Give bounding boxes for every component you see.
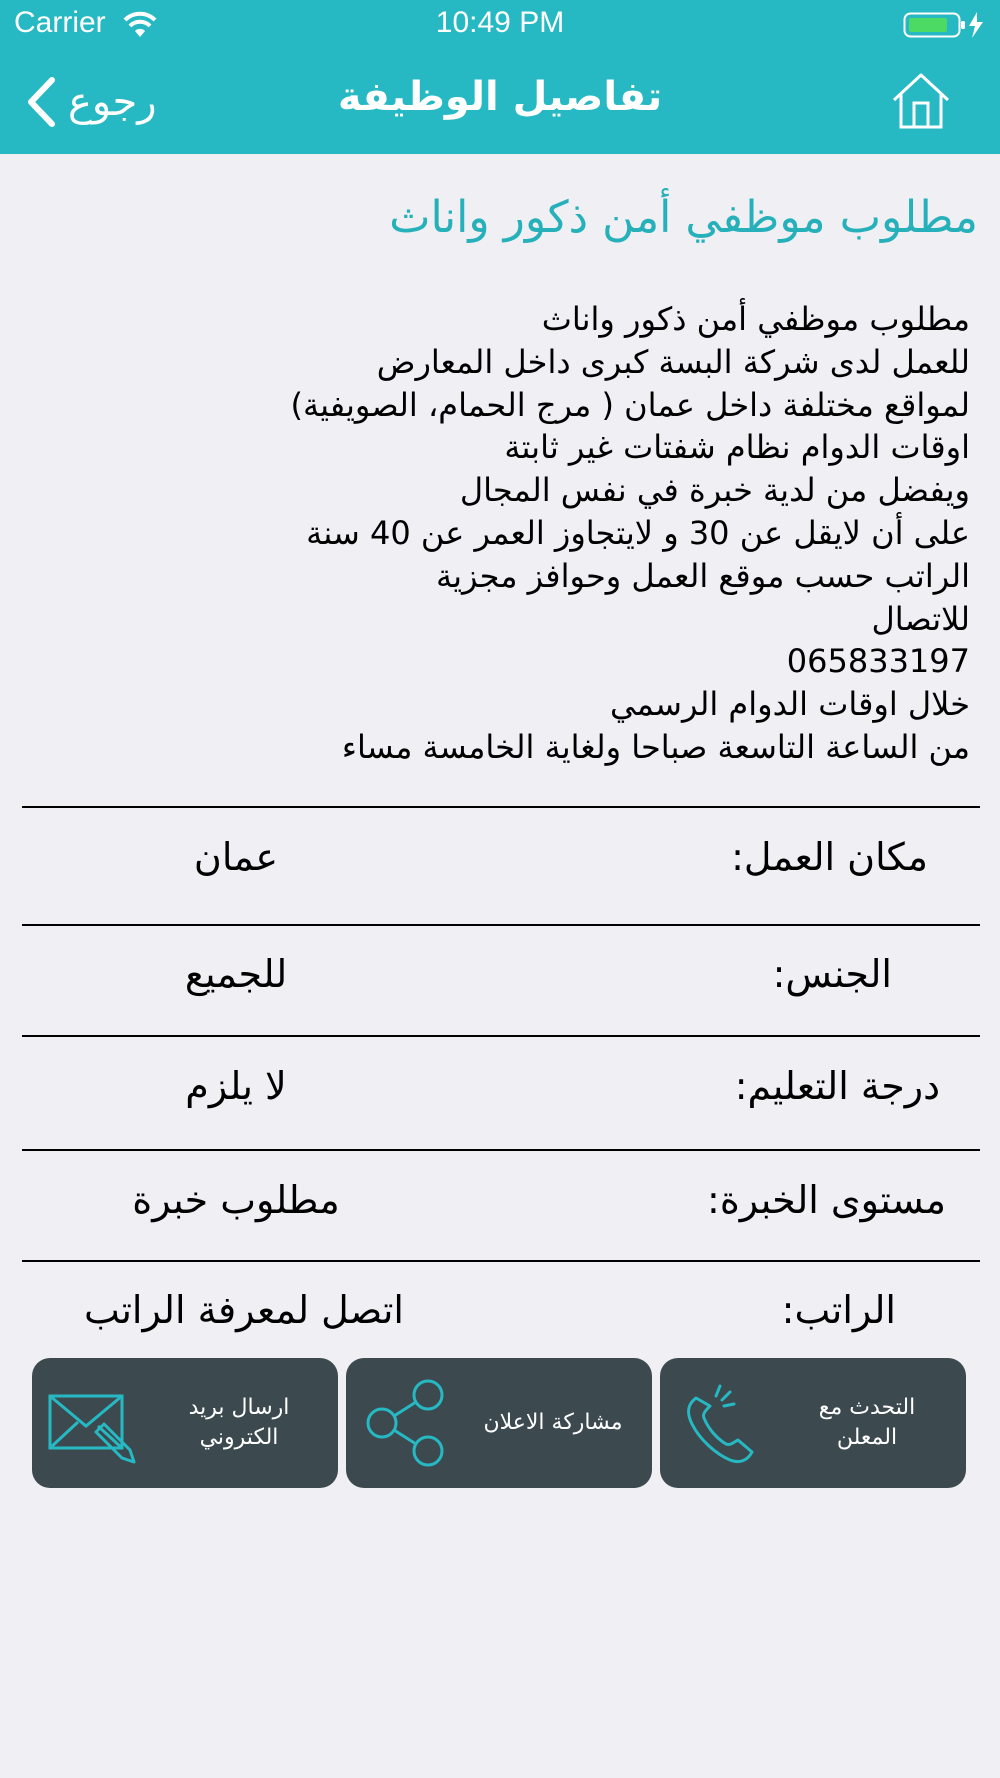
share-ad-button[interactable] xyxy=(346,1358,652,1488)
description-line: ويفضل من لدية خبرة في نفس المجال xyxy=(459,471,970,510)
salary-value: اتصل لمعرفة الراتب xyxy=(84,1288,404,1332)
description-line: اوقات الدوام نظام شفتات غير ثابتة xyxy=(504,428,970,467)
envelope-pencil-icon xyxy=(46,1378,138,1468)
experience-label: مستوى الخبرة: xyxy=(707,1178,946,1222)
phone-icon xyxy=(676,1378,768,1468)
description-line: 065833197 xyxy=(786,642,970,681)
education-label: درجة التعليم: xyxy=(734,1064,940,1108)
description-line: مطلوب موظفي أمن ذكور واناث xyxy=(541,300,970,338)
description-line: الراتب حسب موقع العمل وحوافز مجزية xyxy=(435,556,970,595)
call-advertiser-button[interactable] xyxy=(660,1358,966,1488)
location-value: عمان xyxy=(193,835,279,879)
home-icon[interactable] xyxy=(890,70,952,132)
location-label: مكان العمل: xyxy=(731,835,928,879)
description-line: من الساعة التاسعة صباحا ولغاية الخامسة مساء xyxy=(341,727,970,766)
chevron-left-icon xyxy=(26,76,56,128)
send-email-button[interactable] xyxy=(32,1358,338,1488)
divider xyxy=(22,1260,980,1262)
gender-label: الجنس: xyxy=(772,952,892,996)
navigation-header xyxy=(0,0,1000,154)
call-advertiser-label: التحدث مع المعلن xyxy=(818,1395,916,1450)
page-title: تفاصيل الوظيفة xyxy=(337,74,663,120)
description-line: للاتصال xyxy=(871,599,970,638)
description-line: لمواقع مختلفة داخل عمان ( مرج الحمام، الصويفية) xyxy=(290,385,970,424)
back-label: رجوع xyxy=(68,79,157,125)
description-line: على أن لايقل عن 30 و لايتجاوز العمر عن 40 سنة xyxy=(306,513,970,552)
divider xyxy=(22,806,980,808)
back-button[interactable] xyxy=(26,72,157,132)
divider xyxy=(22,1035,980,1037)
salary-label: الراتب: xyxy=(781,1288,896,1332)
status-carrier: Carrier xyxy=(14,6,106,39)
description-line: خلال اوقات الدوام الرسمي xyxy=(609,685,970,724)
status-time: 10:49 PM xyxy=(435,6,565,39)
battery-icon xyxy=(903,10,989,40)
share-ad-label: مشاركة الاعلان xyxy=(483,1410,623,1435)
share-icon xyxy=(360,1378,452,1468)
description-line: للعمل لدى شركة البسة كبرى داخل المعارض xyxy=(376,342,970,381)
divider xyxy=(22,924,980,926)
send-email-label: ارسال بريد الكتروني xyxy=(188,1395,290,1450)
job-title: مطلوب موظفي أمن ذكور واناث xyxy=(389,192,978,243)
job-description xyxy=(70,298,970,769)
education-value: لا يلزم xyxy=(185,1064,287,1108)
experience-value: مطلوب خبرة xyxy=(132,1178,340,1222)
divider xyxy=(22,1149,980,1151)
gender-value: للجميع xyxy=(184,952,288,996)
